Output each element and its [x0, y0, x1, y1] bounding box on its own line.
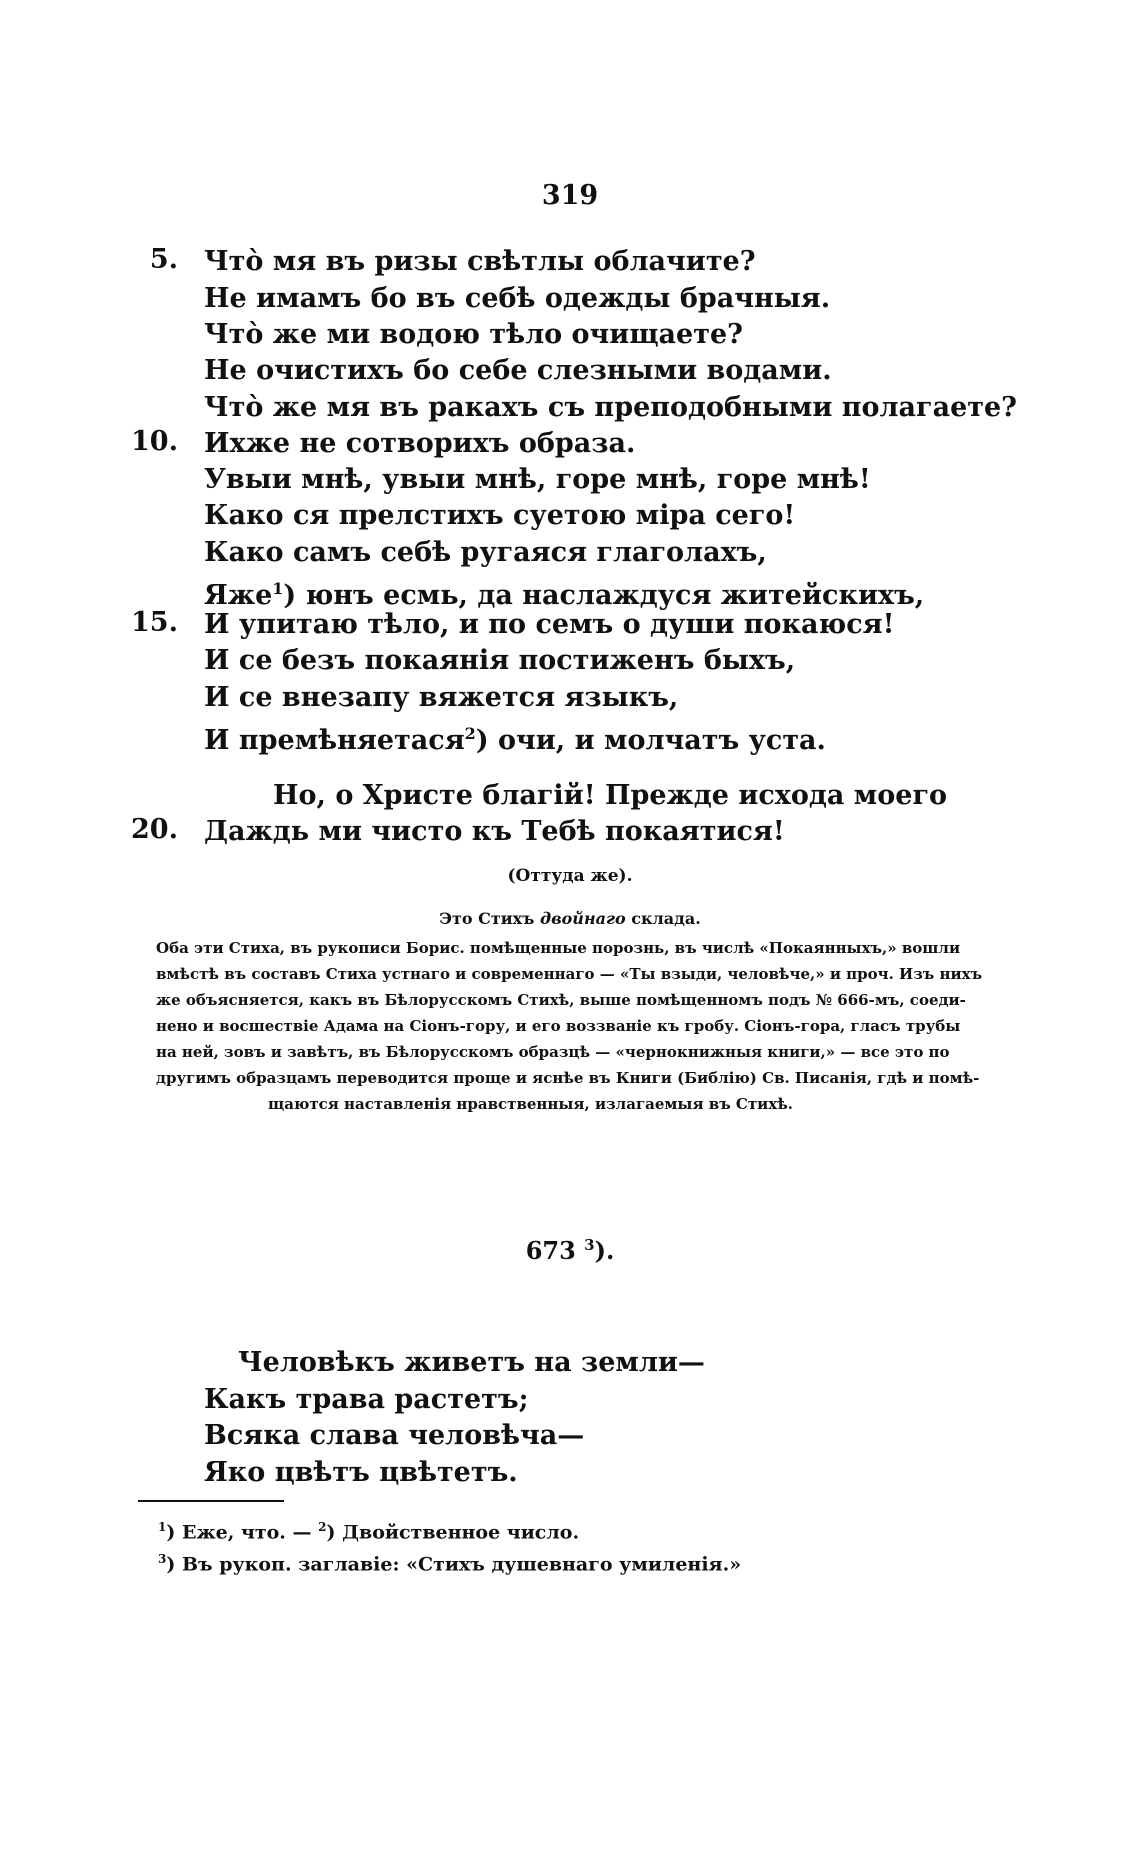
- footnote-ref: 2: [464, 724, 476, 743]
- poem-line-text: ) очи, и молчатъ уста.: [475, 725, 826, 756]
- footnote: [158, 1520, 579, 1543]
- footnote-text: ) Въ рукоп. заглавіе: «Стихъ душевнаго умиленія.»: [166, 1553, 742, 1576]
- poem-line: Не имамъ бо въ себѣ одежды брачныя.: [204, 283, 831, 314]
- footnote-text: ) Двойственное число.: [326, 1521, 580, 1544]
- footnote-divider: [138, 1500, 284, 1502]
- poem-line: И упитаю тѣло, и по семъ о души покаюся!: [204, 609, 895, 640]
- poem-line-text: ) юнъ есмь, да наслаждуся житейскихъ,: [283, 580, 925, 611]
- poem-line: [204, 716, 826, 759]
- section-title-text: Это Стихъ: [439, 909, 540, 928]
- poem-line: И се безъ покаянія постиженъ быхъ,: [204, 645, 796, 676]
- line-number: 5.: [149, 244, 178, 275]
- commentary-line: Оба эти Стиха, въ рукописи Борис. помѣщенные порознь, въ числѣ «Покаянныхъ,» вошли: [156, 939, 961, 957]
- poem-line: Всяка слава человѣча—: [204, 1420, 585, 1451]
- commentary-line: же объясняется, какъ въ Бѣлорусскомъ Стихѣ, выше помѣщенномъ подъ № 666-мъ, соеди-: [156, 991, 966, 1009]
- section-title-text: склада.: [625, 909, 701, 928]
- page-number: 319: [541, 180, 599, 211]
- entry-number-text: 673: [525, 1236, 576, 1265]
- poem-line: Ихже не сотворихъ образа.: [204, 428, 636, 459]
- poem-line: Но, о Христе благій! Прежде исхода моего: [273, 780, 947, 811]
- entry-number-suffix: ).: [594, 1236, 615, 1265]
- commentary-line: на ней, зовъ и завѣтъ, въ Бѣлорусскомъ образцѣ — «чернокнижныя книги,» — все это по: [156, 1043, 950, 1061]
- source-note: (Оттуда же).: [507, 866, 633, 886]
- footnote-mark: 1: [158, 1520, 167, 1534]
- footnote-ref: 1: [272, 579, 284, 598]
- commentary-line: вмѣстѣ въ составъ Стиха устнаго и современнаго — «Ты взыди, человѣче,» и проч. Изъ нихъ: [156, 965, 983, 983]
- poem-line: Даждь ми чисто къ Тебѣ покаятися!: [204, 816, 785, 847]
- footnote: [158, 1552, 741, 1575]
- poem-line-text: Яже: [204, 580, 273, 611]
- line-number: 10.: [131, 426, 178, 457]
- commentary-line: другимъ образцамъ переводится проще и яснѣе въ Книги (Библію) Св. Писанія, гдѣ и помѣ-: [156, 1069, 980, 1087]
- poem-line: Что̀ мя въ ризы свѣтлы облачите?: [204, 246, 756, 277]
- commentary-line: щаются наставленія нравственныя, излагаемыя въ Стихѣ.: [268, 1095, 793, 1113]
- poem-line: Яко цвѣтъ цвѣтетъ.: [204, 1457, 518, 1488]
- poem-line: Како ся прелстихъ суетою міра сего!: [204, 500, 796, 531]
- entry-number: [0, 1236, 1140, 1265]
- footnote-mark: 3: [158, 1552, 167, 1566]
- poem-line: И се внезапу вяжется языкъ,: [204, 682, 679, 713]
- footnote-text: ) Еже, что. —: [166, 1521, 319, 1544]
- line-number: 20.: [131, 814, 178, 845]
- footnote-ref: 3: [584, 1236, 595, 1254]
- poem-line: Не очистихъ бо себе слезными водами.: [204, 355, 832, 386]
- commentary-line: нено и восшествіе Адама на Сіонъ-гору, и его воззваніе къ гробу. Сіонъ-гора, гласъ трубы: [156, 1017, 961, 1035]
- footnote-mark: 2: [318, 1520, 327, 1534]
- poem-line: Что̀ же ми водою тѣло очищаете?: [204, 319, 743, 350]
- section-title-italic: двойнаго: [540, 909, 626, 928]
- poem-line: Что̀ же мя въ ракахъ съ преподобными полагаете?: [204, 392, 1017, 423]
- poem-line: Какъ трава растетъ;: [204, 1384, 529, 1415]
- poem-line: Человѣкъ живетъ на земли—: [238, 1347, 705, 1378]
- poem-line: Увыи мнѣ, увыи мнѣ, горе мнѣ, горе мнѣ!: [204, 464, 871, 495]
- section-title: [0, 909, 1140, 928]
- poem-line: Како самъ себѣ ругаяся глаголахъ,: [204, 537, 767, 568]
- line-number: 15.: [131, 607, 178, 638]
- poem-line-text: И премѣняетася: [204, 725, 465, 756]
